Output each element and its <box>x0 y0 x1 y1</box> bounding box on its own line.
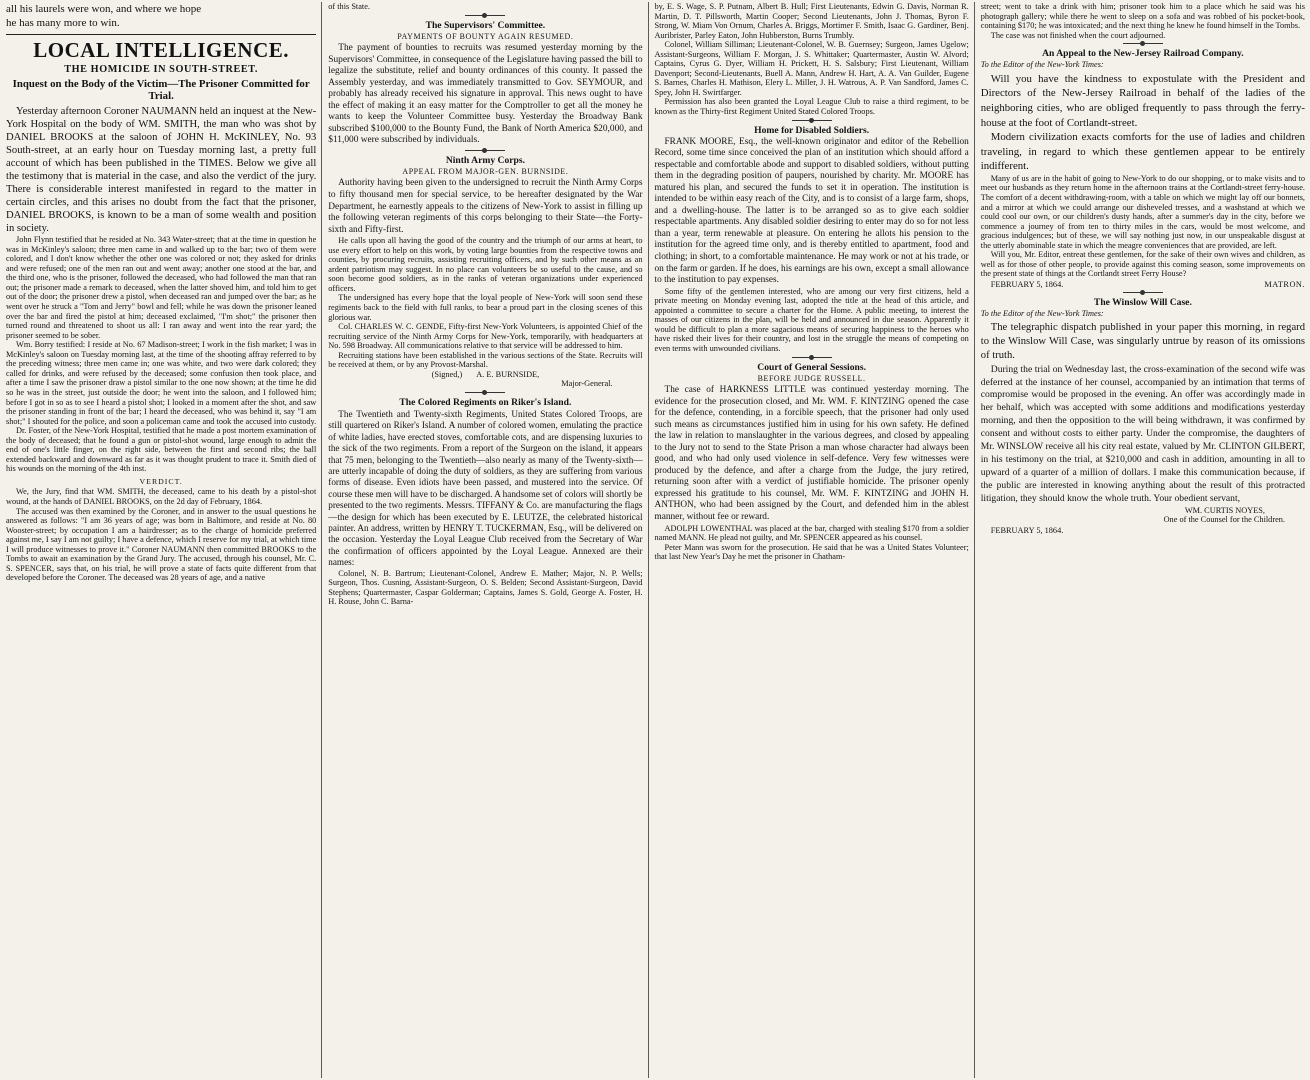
winslow-signer: WM. CURTIS NOYES, <box>1184 505 1265 515</box>
signer-name: A. E. BURNSIDE, <box>476 369 540 379</box>
ninth-corps-title: Ninth Army Corps. <box>445 154 525 166</box>
section-divider <box>465 392 505 393</box>
court-adjourned: The case was not finished when the court adjourned. <box>990 30 1166 40</box>
lead-line-1: all his laurels were won, and where we hope <box>6 3 202 15</box>
ninth-corps-para-3: The undersigned has every hope that the loyal people of New-York will soon send these regiments back to the field with full ranks, to bear a proud part in the closing scenes of this glorious war. <box>328 293 643 322</box>
officer-names-second: Colonel, William Silliman; Lieutenant-Colonel, W. B. Guernsey; Surgeon, James Ugelow; Assistant-Surgeons, William F. Morgan, J. S. Whittaker; Quartermaster, Austin W. Alvord; Captains, Cyrus G. Dyer, William H. Prickett, H. S. Salsbury; First Lieutenant, William Davenport; Second-Lieutenants, Buell A. Mann, Andrew H. Hart, A. A. Van Guilder, Eugene S. Barnes, Charles H. Mathison, Elery L. Miller, J. H. Watrous, A. P. Van Sandford, James C. Spey, John H. Swirtfarger. <box>654 40 969 97</box>
verdict-text: We, the Jury, find that WM. SMITH, the deceased, came to his death by a pistol-shot wound, at the hands of DANIEL BROOKS, on the 2d day of February, 1864. <box>6 487 317 506</box>
home-title: Home for Disabled Soldiers. <box>754 124 870 136</box>
section-divider <box>465 150 505 151</box>
appeal-para-2: Modern civilization exacts comforts for the use of ladies and children traveling, in regard to which these gentlemen appear to be entirely indifferent. <box>980 131 1305 173</box>
supervisors-subhead: PAYMENTS OF BOUNTY AGAIN RESUMED. <box>397 31 574 41</box>
officer-names-cont: by, E. S. Wage, S. P. Putnam, Albert B. Hull; First Lieutenants, Edwin G. Davis, Norman R. Martin, D. T. Pillsworth, Martin Cooper; Second Lieutenants, John J. Thomas, Byron F. Strong, W. Miam Von Ornum, Charles A. Briggs, Mortimer F. Smith, Isaac G. Gardiner, Benj. Auribrister, Parley Eaton, John Hubberston, Burns Trumbly. <box>654 2 969 40</box>
section-divider <box>792 357 832 358</box>
ninth-corps-para-5: Recruiting stations have been established in the various sections of the State. Recruits will be received at them, or by any Provost-Marshal. <box>328 350 643 370</box>
testimony-borry: Wm. Borry testified: I reside at No. 67 Madison-street; I work in the fish market; I was in McKinley's saloon on Tuesday morning last, at the time of the shooting affray referred to by the preceding witness; three men came in; one was white, and two were dark colored; they called for drinks, and were refused by the deceased; some confusion then took place, and after a time I saw the prisoner draw a pistol similar to the one now shown; at the time he did so he was in the street, just outside the door; he went into the saloon, and I followed him; before I got in so as to see I heard a pistol shot; I looked in a moment after the shot, and saw the prisoner standing in front of the bar; I heard the deceased, who was behind it, say "I am shot;" I shouted for the police, and soon a policeman came and took the accused into custody. <box>6 340 317 426</box>
testimony-flynn: John Flynn testified that he resided at No. 343 Water-street; that at the time in question he was in McKinley's saloon; three men came in and walked up to the bar; two of them were colored, and I don't know whether the other one was colored or not; they asked for drinks and were refused; one of the men ran out and went away; another one stood at the bar, and the third one, who is the prisoner, followed the deceased, who had followed the man that ran out; the prisoner made a remark to deceased, when the latter shoved him, and told him to get out of the door; the prisoner drew a pistol, when deceased ran and jumped over the bar; as he went over he struck a "Tom and Jerry" bowl and fell; while he was down the prisoner leaned over the bar and fired the pistol at him; deceased exclaimed, "I'm shot;" the prisoner then turned round and threatened to shoot us all: I ran away and went into the rear yard; the prisoner seemed to be sober. <box>6 235 317 340</box>
inquest-intro: Yesterday afternoon Coroner NAUMANN held an inquest at the New-York Hospital on the body of WM. SMITH, the man who was shot by DANIEL BROOKS at the saloon of JOHN H. McKINLEY, No. 93 South-street, at an early hour on Tuesday morning last, a pretty full account of which has been published in the TIMES. Below we give all the testimony that is material in the case, and also the verdict of the jury. There is considerable interest manifested in regard to the matter in certain circles, and this arises no doubt from the fact that the prisoner, DANIEL BROOKS, is known to be a man of some wealth and position in society. <box>6 105 317 235</box>
winslow-title: The Winslow Will Case. <box>1093 297 1192 309</box>
signed-label: (Signed,) <box>431 369 463 379</box>
section-divider <box>465 15 505 16</box>
court-subhead: BEFORE JUDGE RUSSELL. <box>757 373 866 383</box>
column-3 <box>649 2 974 1078</box>
section-divider <box>792 120 832 121</box>
supervisors-title: The Supervisors' Committee. <box>425 19 546 31</box>
lead-line-2: he has many more to win. <box>6 17 120 29</box>
appeal-to-editor: To the Editor of the New-York Times: <box>980 60 1104 70</box>
court-continued: street; went to take a drink with him; prisoner took him to a place which he said was his photograph gallery; while there he went to sleep on a sofa and was robbed of his pocket-book, containing $170; he was intoxicated; and the next thing he knew he found himself in the Tombs. <box>980 2 1305 31</box>
home-para-1: FRANK MOORE, Esq., the well-known originator and editor of the Rebellion Record, some time since conceived the plan of an institution which should afford a respectable and comfortable abode and support to disabled soldiers, without putting them in the degrading position of paupers, nourished by charity. Mr. MOORE has matured his plan, and secured the funds to set it in operation. The institution is intended to be within easy reach of the City, and is to consist of a large farm, shops, and a dwelling-house. The latter is to be arranged so as to give each soldier respectable apartments. Any disabled soldier desiring to enter may do so for not less than a year, term renewable at pleasure. On entering he allots his pension to the institution for the agreed time only, and is thereby entitled to apartment, food and clothing; in short, to a comfortable maintenance. He may work or not at his trade, or on the farm or garden. If he does, his earnings are his own, except a small allowance to the institution to pay expenses. <box>654 136 969 286</box>
rikers-body: The Twentieth and Twenty-sixth Regiments, United States Colored Troops, are still quartered on Riker's Island. A number of colored women, emulating the practice of white ladies, have erected stoves, comfortable cots, and are dispensing luxuries to the sick of the two regiments. From a report of the Surgeon on the island, it appears that 75 men, belonging to the Twentieth—also nearly as many of the Twenty-sixth—are utterly incapable of doing the duty of soldiers, as they are suffering from various forms of disease. Even idiots have been passed, and mustered into the service. Of course these men will have to be discharged. A handsome set of colors will shortly be presented to the two regiments. Messrs. TIFFANY & Co. are manufacturing the flags—the design for which has been executed by E. LEUTZE, the celebrated historical painter. An address, written by HENRY T. TUCKERMAN, Esq., will be delivered on the occasion. Yesterday the Loyal League Club received from the Secretary of War the confirmation of officers appointed by the Loyal League. Annexed are their names: <box>328 408 643 568</box>
winslow-date: FEBRUARY 5, 1864. <box>990 525 1064 535</box>
ninth-corps-subhead: APPEAL FROM MAJOR-GEN. BURNSIDE. <box>402 166 569 176</box>
ninth-corps-para-2: He calls upon all having the good of the country and the triumph of our arms at heart, to use every effort to help on this work, by voting large bounties from the respective towns and counties, by procuring recruits, assisting recruiting officers, and by such other means as an ardent patriotism may suggest. In no place can volunteers be so useful to the cause, and so soon become good soldiers, as in the ranks of veteran organizations under experienced officers. <box>328 236 643 293</box>
court-para-3: Peter Mann was sworn for the prosecution. He said that he was a United States Volunteer; that last New Year's Day he met the prisoner in Chatham- <box>654 542 969 562</box>
court-para-2: ADOLPH LOWENTHAL was placed at the bar, charged with stealing $170 from a soldier named MANN. He plead not guilty, and Mr. SPENCER appeared as his counsel. <box>654 523 969 543</box>
appeal-title: An Appeal to the New-Jersey Railroad Company. <box>1042 48 1244 60</box>
court-para-1: The case of HARKNESS LITTLE was continued yesterday morning. The evidence for the prosecution closed, and Mr. WM. F. KINTZING opened the case for the defence, contending, in a forcible speech, that the prisoner had only used such means as circumstances justified him in using for his own safety. He defined the law in relation to manslaughter in the various degrees, and closed by appealing to the Jury not to send to the State Prison a man whose character had always been good, and who had only used violence in self-defence. Very few witnesses were produced by the defence, and after a charge from the Judge, the jury retired, returning soon after with a verdict of justifiable homicide. The prisoner openly expressed his gratitude to his counsel, Mr. WM. F. KINTZING and JOHN H. ANTHON, who had been assigned by the Court, and defended him in the ablest manner, without fee or reward. <box>654 385 969 523</box>
examination-text: The accused was then examined by the Coroner, and in answer to the usual questions he answered as follows: "I am 36 years of age; was born in Baltimore, and reside at No. 80 Wooster-street; by occupation I am a hairdresser; as to the charge of homicide preferred against me, I say I am not guilty; I have a defence, which I reserve for my trial, at which time I will produce witnesses to prove it." Coroner NAUMANN then committed BROOKS to the Tombs to await an examination by the Grand Jury. The accused, through his counsel, Mr. C. S. SPENCER, says that, on his trial, he will prove a state of facts quite different from that developed before the Coroner. The deceased was 28 years of age, and a native <box>6 506 317 583</box>
column-2 <box>322 2 647 1078</box>
signer-rank: Major-General. <box>561 379 613 389</box>
winslow-para-1: The telegraphic dispatch published in your paper this morning, in regard to the Winslow Will Case, was singularly untrue by reason of its omissions of truth. <box>980 322 1305 362</box>
column-4 <box>975 2 1310 1078</box>
section-divider <box>1123 43 1163 44</box>
permission-note: Permission has also been granted the Loyal League Club to raise a third regiment, to be known as the Thirty-first Regiment United Stated Colored Troops. <box>654 97 969 117</box>
ninth-corps-signature <box>328 370 642 380</box>
section-title: LOCAL INTELLIGENCE. <box>6 34 316 62</box>
home-para-2: Some fifty of the gentlemen interested, who are among our very first citizens, held a private meeting on Monday evening last, adopted the title at the head of this article, and appointed a committee to secure a charter for the Home. A public meeting, to interest the masses of our citizens in the plan, will be held and announced in due season. Apparently it would be difficult to plan a more sagacious means of securing happiness to the heroes who have risked their lives for their country, and lost in the struggle the means of competing on even terms with unwounded civilians. <box>654 286 969 353</box>
top-line: of this State. <box>328 2 370 11</box>
appeal-para-1: Will you have the kindness to expostulate with the President and Directors of the New-Jersey Railroad in behalf of the ladies of the neighboring cities, who are obliged frequently to pass through the ferry-house at the foot of Cortlandt-street. <box>980 72 1305 129</box>
winslow-to-editor: To the Editor of the New-York Times: <box>980 309 1104 319</box>
winslow-para-2: During the trial on Wednesday last, the cross-examination of the second wife was deferred at the instance of her counsel, accompanied by an intimation that terms of compromise would be proposed in the evening. An offer was accordingly made in her behalf, which was accepted with some additions and modifications yesterday morning, and then the opposition to the will being withdrawn, it was confirmed by consent and without costs to either party. Under the compromise, the daughters of Mr. WINSLOW receive all his city real estate, valued by Mr. CLINTON GILBERT, in his testimony on the trial, at $210,000 and cash in addition, amounting in all to upward of a quarter of a million of dollars. I make this communication because, if the public are interested in knowing anything about the result of this protracted litigation, they should know the whole truth. Your obedient servant, <box>980 363 1305 504</box>
rikers-names: Colonel, N. B. Bartrum; Lieutenant-Colonel, Andrew E. Mather; Major, N. P. Wells; Surgeon, Thos. Cusning, Assistant-Surgeon, O. S. Belden; Second Assistant-Surgeon, David Stephens; Quartermaster, Caspar Golderman; Captains, James S. Gold, George A. Foster, H. H. Rouse, John C. Barna- <box>328 568 643 607</box>
appeal-para-3: Many of us are in the habit of going to New-York to do our shopping, or to make visits and to meet our husbands as they return home in the afternoon trains at the Cortlandt-street ferry-house. The comfort of a decent withdrawing-room, with a table on which we might lay off our bonnets, and a mirror at which we could arrange our disheveled tresses, and a washstand at which we could cool our own, or our children's dusty hands, after a summer's day in the city, before we commence a journey of from ten to thirty miles in the cars, would be most welcome, and gracious indulgences; but of these, we will say nothing just now, in our unspeakable disgust at the utterly abominable state in which the meagre conveniences that are provided, are left. <box>980 173 1305 250</box>
homicide-title: THE HOMICIDE IN SOUTH-STREET. <box>64 64 259 75</box>
supervisors-body: The payment of bounties to recruits was resumed yesterday morning by the Supervisors' Committee, in consequence of the Legislature having passed the bill to legalize the substitute, relief and bounty ordinances of this county. It passed the Assembly yesterday, and was immediately transmitted to Gov. SEYMOUR, and probably has already received his signature in approval. This news ought to have the effect of making it an easy matter for the Comptroller to get all the money he wants to keep the Volunteer Committee busy. Yesterday the Broadway Bank subscribed $100,000 to the Bounty Fund, the Bank of North America $20,000, and $11,000 were subscribed by individuals. <box>328 43 643 146</box>
column-1 <box>0 2 321 1078</box>
appeal-date: FEBRUARY 5, 1864. <box>990 279 1064 289</box>
inquest-headline: Inquest on the Body of the Victim—The Prisoner Committed for Trial. <box>12 77 310 103</box>
court-title: Court of General Sessions. <box>757 361 866 373</box>
appeal-signer: MATRON. <box>1264 279 1305 289</box>
appeal-dateline <box>981 280 1305 290</box>
verdict-head: VERDICT. <box>139 476 183 486</box>
section-divider <box>1123 292 1163 293</box>
ninth-corps-para-1: Authority having been given to the undersigned to recruit the Ninth Army Corps to fifty thousand men for special service, to be hereafter designated by the War Department, he earnestly appeals to the citizens of New-York to assist in filling up the following veteran regiments of this corps belonging to their State—the Forty-sixth and Fifty-first. <box>328 178 643 235</box>
testimony-foster: Dr. Foster, of the New-York Hospital, testified that he made a post mortem examination of the body of deceased; that he found a gun or pistol-shot wound, large enough to admit the end of one's little finger, on the right side, between the first and second ribs; the ball extended backward and downward as far as it was thought prudent to trace it. Smith died of his wounds on the morning of the 4th inst. <box>6 426 317 474</box>
rikers-title: The Colored Regiments on Riker's Island. <box>399 396 572 408</box>
appeal-para-4: Will you, Mr. Editor, entreat these gentlemen, for the sake of their own wives and children, as well as for those of other people, to provide against this coming season, some improvements on the present state of things at the Cortlandt street Ferry House? <box>980 250 1305 279</box>
ninth-corps-para-4: Col. CHARLES W. C. GENDE, Fifty-first New-York Volunteers, is appointed Chief of the recruiting service of the Ninth Army Corps for New-York, temporarily, with headquarters at No. 598 Broadway. All communications relative to that service will be addressed to him. <box>328 322 643 351</box>
winslow-signer-role: One of the Counsel for the Children. <box>1163 515 1285 525</box>
